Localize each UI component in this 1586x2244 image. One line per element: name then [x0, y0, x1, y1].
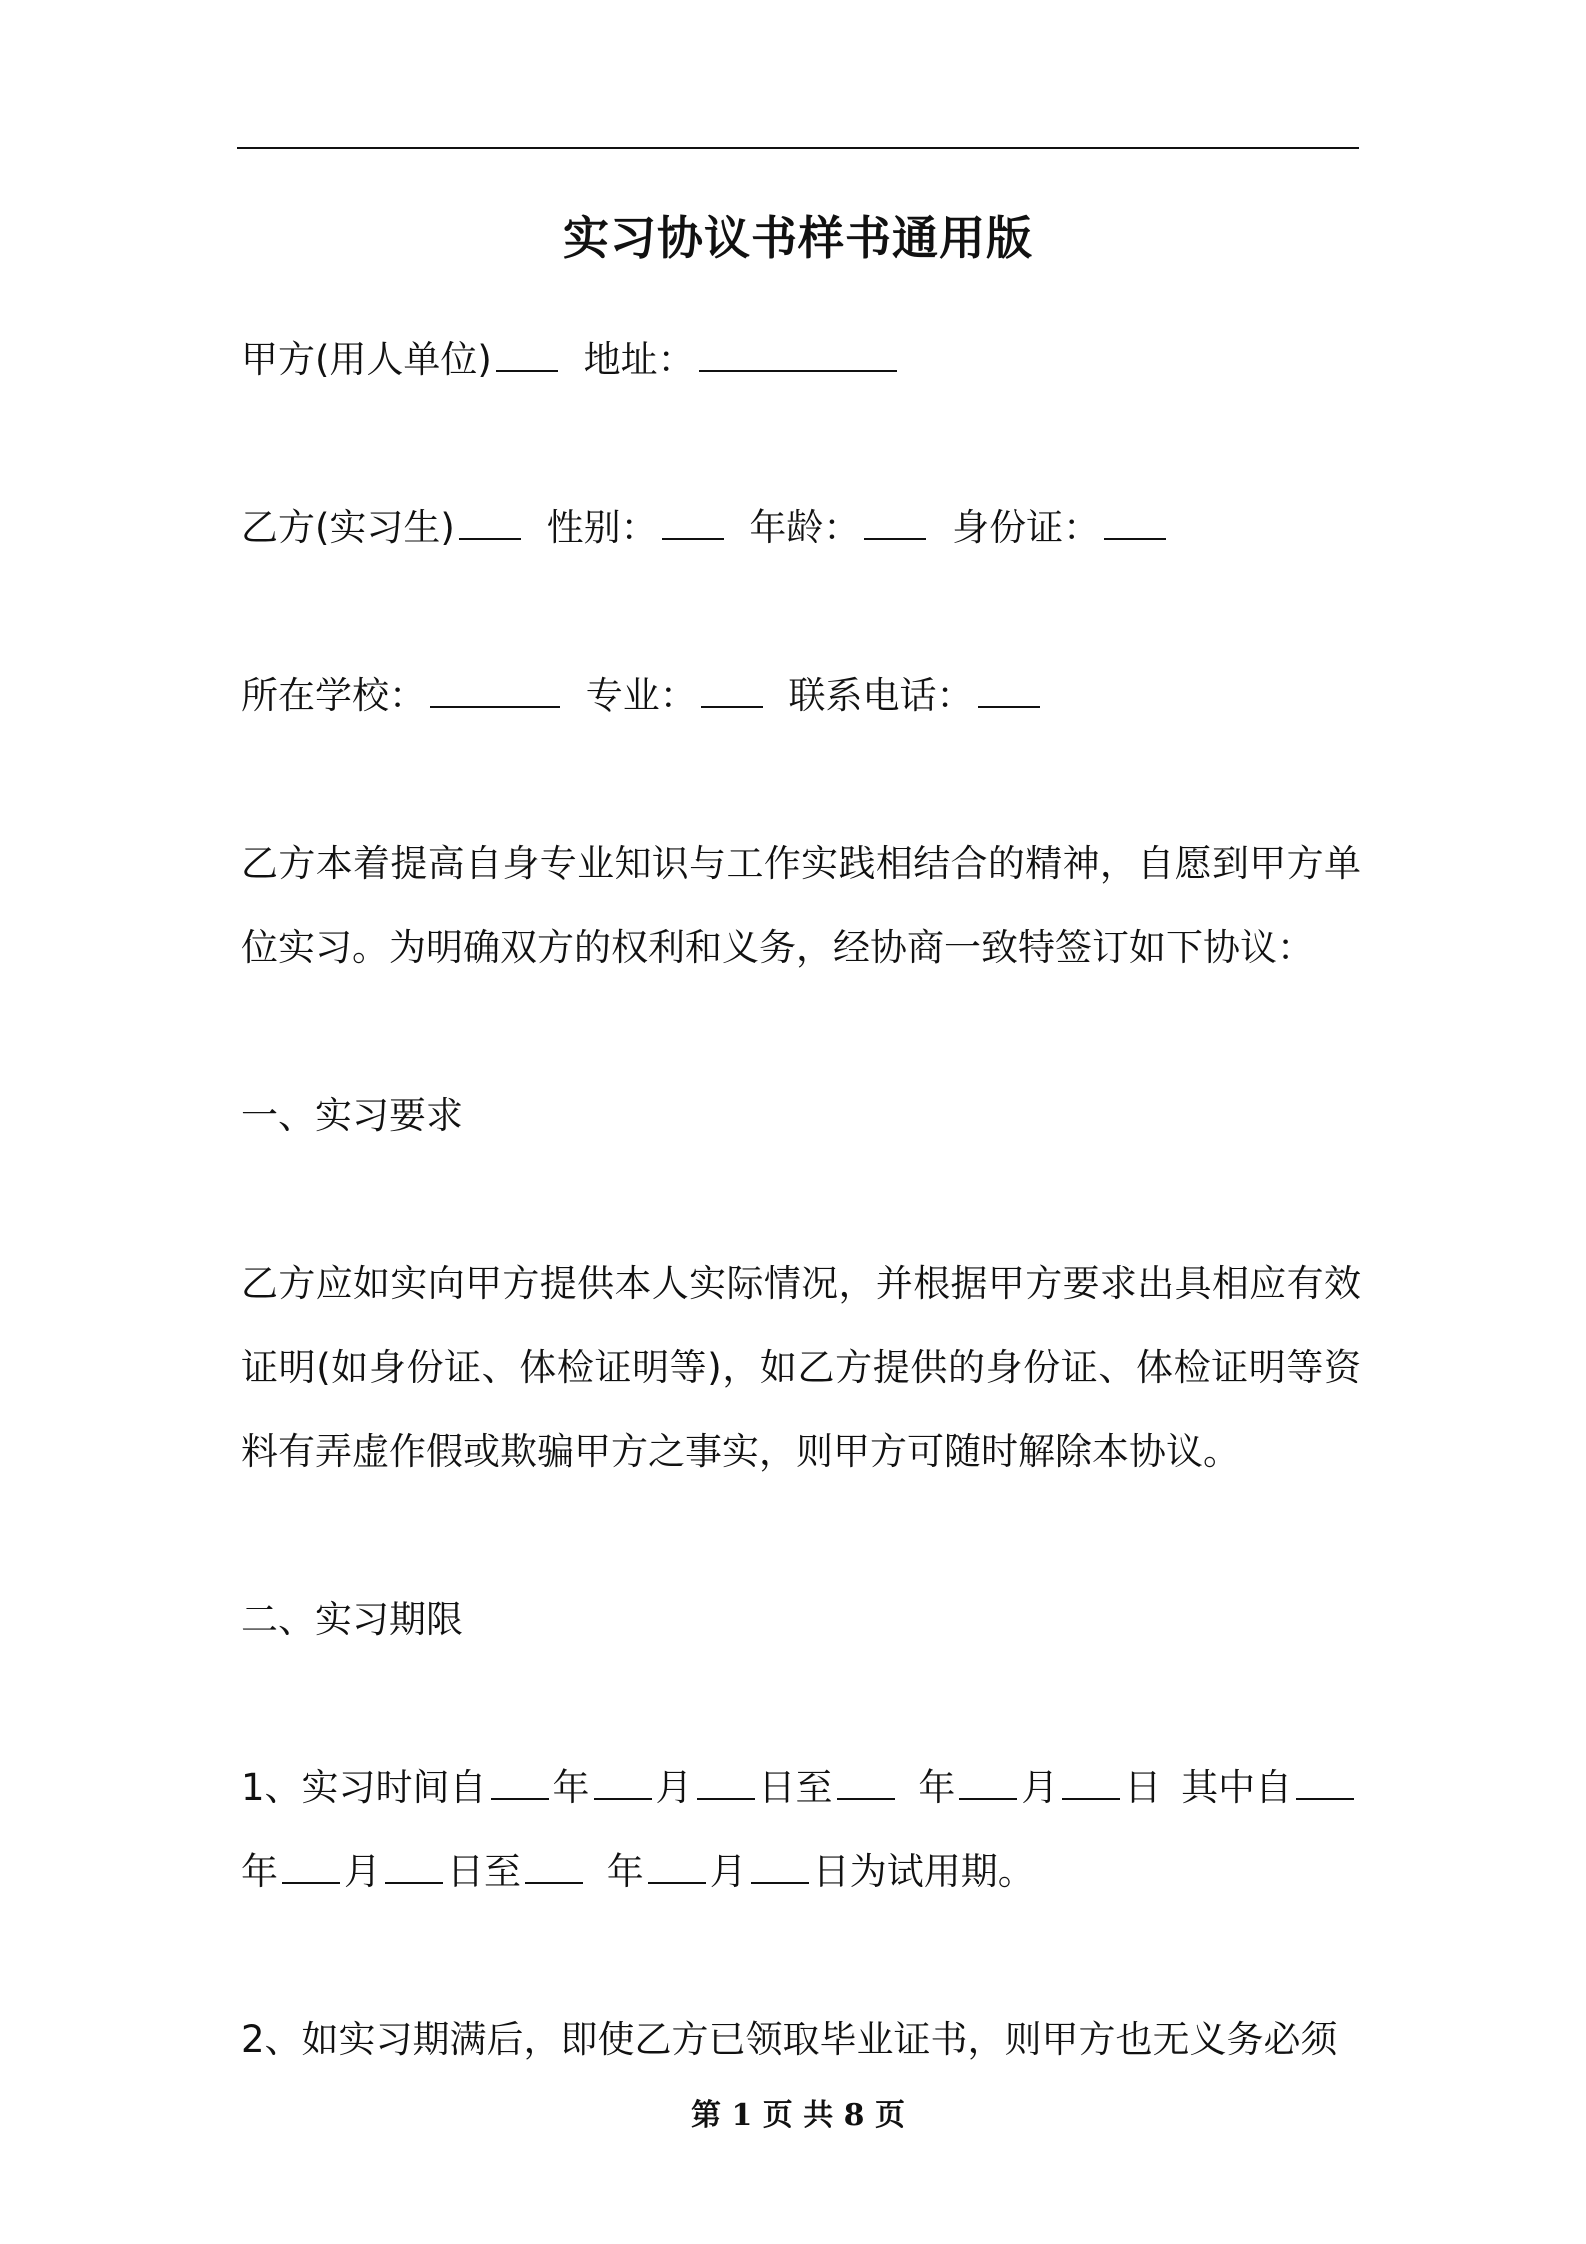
school-label: 所在学校：: [241, 674, 426, 717]
trial-end-day-blank[interactable]: [751, 1850, 809, 1884]
section-1-heading: 一、实习要求: [241, 1094, 463, 1137]
day-unit: 日: [1124, 1766, 1162, 1809]
address-label: 地址：: [583, 338, 695, 381]
trial-start-day-blank[interactable]: [385, 1850, 443, 1884]
party-a-line: [241, 318, 1361, 402]
intro-paragraph: 乙方本着提高自身专业知识与工作实践相结合的精神，自愿到甲方单位实习。为明确双方的权利和义务，经协商一致特签订如下协议：: [241, 842, 1361, 969]
end-month-blank[interactable]: [959, 1766, 1017, 1800]
id-label: 身份证：: [952, 506, 1101, 549]
start-day-blank[interactable]: [697, 1766, 755, 1800]
month-unit: 月: [1021, 1766, 1059, 1809]
year-unit: 年: [606, 1850, 644, 1893]
school-line: [241, 654, 1361, 738]
party-b-line: [241, 486, 1361, 570]
clause-2-text: 2、如实习期满后，即使乙方已领取毕业证书，则甲方也无义务必须: [241, 2018, 1338, 2061]
start-year-blank[interactable]: [491, 1766, 549, 1800]
day-to-unit: 日至: [447, 1850, 521, 1893]
major-blank[interactable]: [701, 674, 763, 708]
month-unit: 月: [709, 1850, 747, 1893]
phone-blank[interactable]: [978, 674, 1040, 708]
start-month-blank[interactable]: [594, 1766, 652, 1800]
trial-end-month-blank[interactable]: [648, 1850, 706, 1884]
page-footer: 第 1 页 共 8 页: [691, 2098, 905, 2133]
section-1-paragraph: 乙方应如实向甲方提供本人实际情况，并根据甲方要求出具相应有效证明(如身份证、体检证明等)，如乙方提供的身份证、体检证明等资料有弄虚作假或欺骗甲方之事实，则甲方可随时解除本协议。: [241, 1262, 1361, 1473]
day-to-unit: 日至: [758, 1766, 833, 1809]
party-a-blank[interactable]: [496, 338, 558, 372]
party-b-blank[interactable]: [459, 506, 521, 540]
school-blank[interactable]: [430, 674, 560, 708]
section-2-heading: 二、实习期限: [241, 1598, 463, 1641]
end-day-blank[interactable]: [1062, 1766, 1120, 1800]
end-year-blank[interactable]: [837, 1766, 895, 1800]
year-unit: 年: [241, 1850, 278, 1893]
year-unit: 年: [918, 1766, 956, 1809]
header-divider: [237, 147, 1359, 149]
address-blank[interactable]: [699, 338, 897, 372]
party-b-label: 乙方(实习生): [241, 506, 455, 549]
gender-label: 性别：: [546, 506, 658, 549]
month-unit: 月: [344, 1850, 381, 1893]
clause-1-prefix: 1、实习时间自: [241, 1766, 487, 1809]
age-blank[interactable]: [864, 506, 926, 540]
year-unit: 年: [552, 1766, 590, 1809]
age-label: 年龄：: [749, 506, 861, 549]
trial-end-year-blank[interactable]: [525, 1850, 583, 1884]
major-label: 专业：: [585, 674, 697, 717]
clause-1-line-1: [241, 1746, 1361, 1830]
phone-label: 联系电话：: [788, 674, 974, 717]
month-unit: 月: [655, 1766, 693, 1809]
trial-start-month-blank[interactable]: [282, 1850, 340, 1884]
gender-blank[interactable]: [662, 506, 724, 540]
document-title: 实习协议书样书通用版: [563, 211, 1033, 265]
clause-1-suffix: 日为试用期。: [812, 1850, 1035, 1893]
party-a-label: 甲方(用人单位): [241, 338, 492, 381]
clause-1-line-2: [241, 1830, 1361, 1914]
trial-start-year-blank[interactable]: [1296, 1766, 1354, 1800]
id-blank[interactable]: [1104, 506, 1166, 540]
clause-1-middle: 其中自: [1181, 1766, 1293, 1809]
